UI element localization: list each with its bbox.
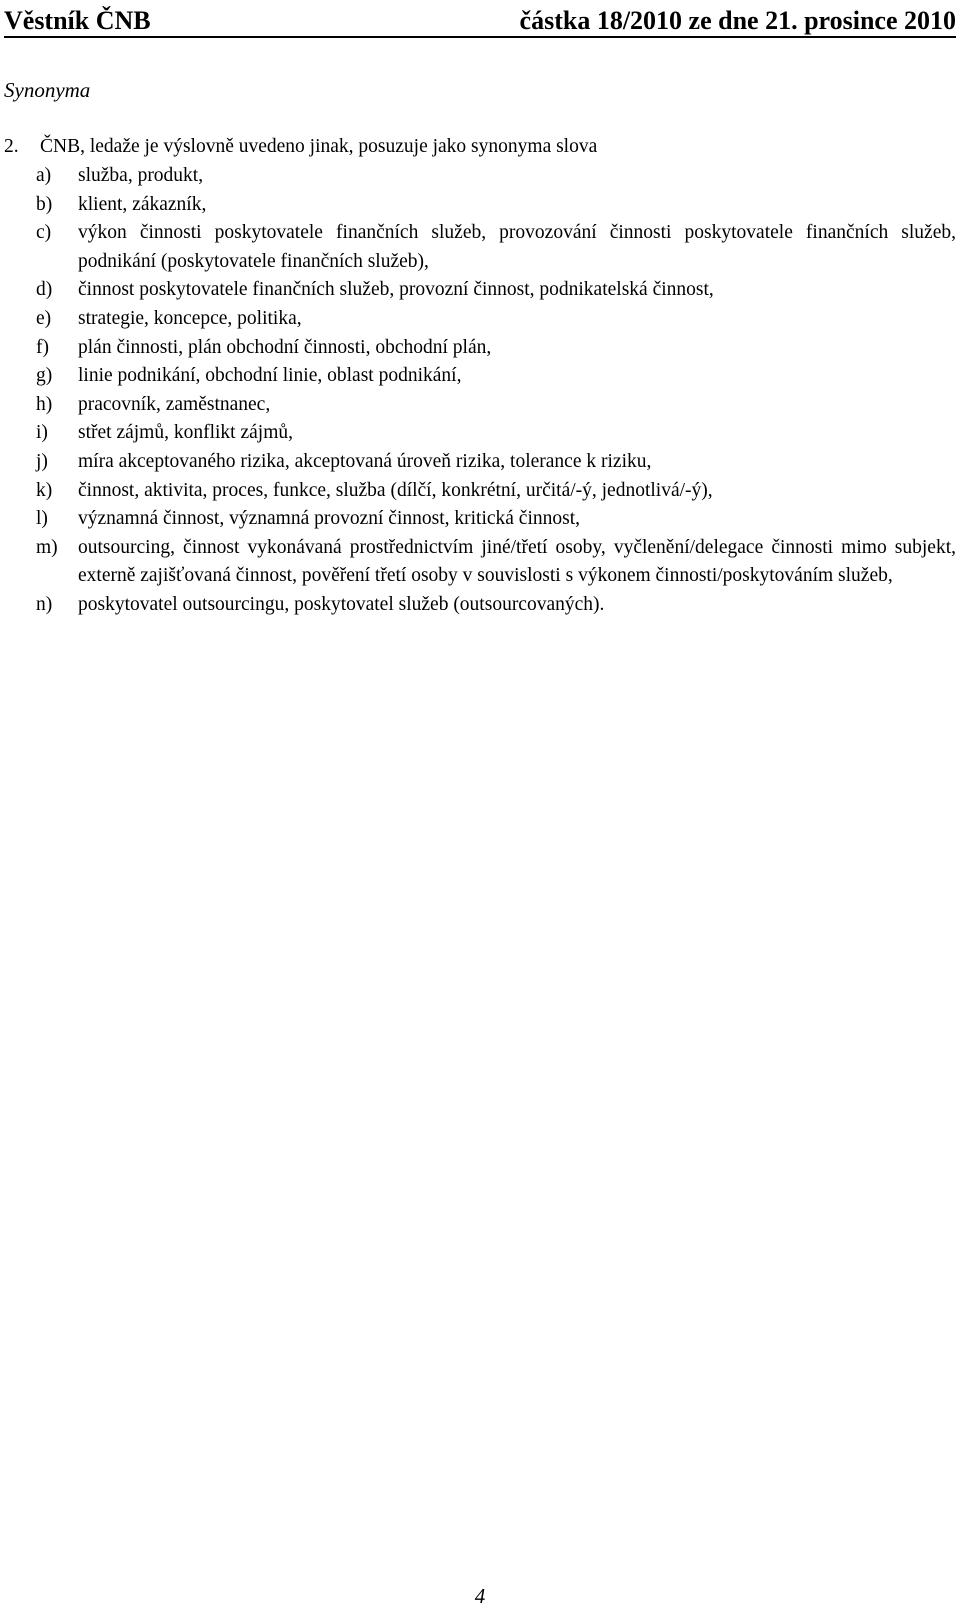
list-item-text: výkon činnosti poskytovatele finančních služeb, provozování činnosti poskytovatele finančních služeb, podnikání (poskytovatele finančních služeb), — [78, 222, 956, 272]
list-item-text: plán činnosti, plán obchodní činnosti, obchodní plán, — [78, 336, 492, 358]
list-marker: n) — [36, 593, 53, 615]
list-item — [36, 419, 956, 448]
list-marker: f) — [36, 336, 49, 358]
list-item — [36, 362, 956, 391]
synonym-list — [36, 162, 956, 620]
list-item-text: strategie, koncepce, politika, — [78, 307, 302, 329]
list-marker: d) — [36, 279, 53, 301]
list-item-text: míra akceptovaného rizika, akceptovaná úroveň rizika, tolerance k riziku, — [78, 450, 652, 472]
list-item — [36, 334, 956, 363]
list-item — [36, 477, 956, 506]
issue-info: částka 18/2010 ze dne 21. prosince 2010 — [519, 6, 956, 35]
list-item — [36, 448, 956, 477]
list-item — [36, 391, 956, 420]
page-number: 4 — [474, 1584, 486, 1608]
list-marker: e) — [36, 307, 52, 329]
list-item — [36, 162, 956, 191]
list-item — [36, 191, 956, 220]
paragraph-number: 2. — [4, 136, 19, 157]
list-marker: b) — [36, 193, 53, 215]
list-marker: k) — [36, 479, 53, 501]
list-marker: a) — [36, 165, 52, 186]
list-item — [36, 305, 956, 334]
list-item — [36, 219, 956, 276]
journal-title: Věstník ČNB — [4, 6, 151, 35]
list-item — [36, 276, 956, 305]
list-item-text: outsourcing, činnost vykonávaná prostřednictvím jiné/třetí osoby, vyčlenění/delegace činnosti mimo subjekt, externě zajišťovaná činnost, pověření třetí osoby v souvislosti s výkonem činnosti/poskytováním služeb, — [78, 536, 956, 587]
list-item — [36, 534, 956, 591]
paragraph — [4, 133, 956, 162]
list-item — [36, 505, 956, 534]
page-header — [4, 4, 956, 38]
list-marker: m) — [36, 536, 58, 558]
section-title: Synonyma — [4, 78, 91, 102]
list-marker: j) — [36, 450, 48, 472]
list-item-text: pracovník, zaměstnanec, — [78, 393, 271, 415]
list-item-text: významná činnost, významná provozní činnost, kritická činnost, — [78, 508, 581, 530]
list-item-text: poskytovatel outsourcingu, poskytovatel služeb (outsourcovaných). — [78, 593, 605, 615]
list-marker: i) — [36, 422, 48, 444]
list-item-text: klient, zákazník, — [78, 193, 207, 215]
list-marker: l) — [36, 508, 48, 530]
list-item-text: linie podnikání, obchodní linie, oblast podnikání, — [78, 365, 462, 387]
paragraph-text: ČNB, ledaže je výslovně uvedeno jinak, posuzuje jako synonyma slova — [40, 136, 598, 157]
list-item-text: střet zájmů, konflikt zájmů, — [78, 422, 293, 444]
list-item — [36, 591, 956, 620]
list-item-text: služba, produkt, — [78, 165, 204, 186]
list-item-text: činnost, aktivita, proces, funkce, služba (dílčí, konkrétní, určitá/-ý, jednotlivá/-ý), — [78, 479, 713, 501]
list-item-text: činnost poskytovatele finančních služeb, provozní činnost, podnikatelská činnost, — [78, 279, 714, 301]
list-marker: c) — [36, 222, 52, 244]
list-marker: g) — [36, 365, 53, 387]
list-marker: h) — [36, 393, 53, 415]
